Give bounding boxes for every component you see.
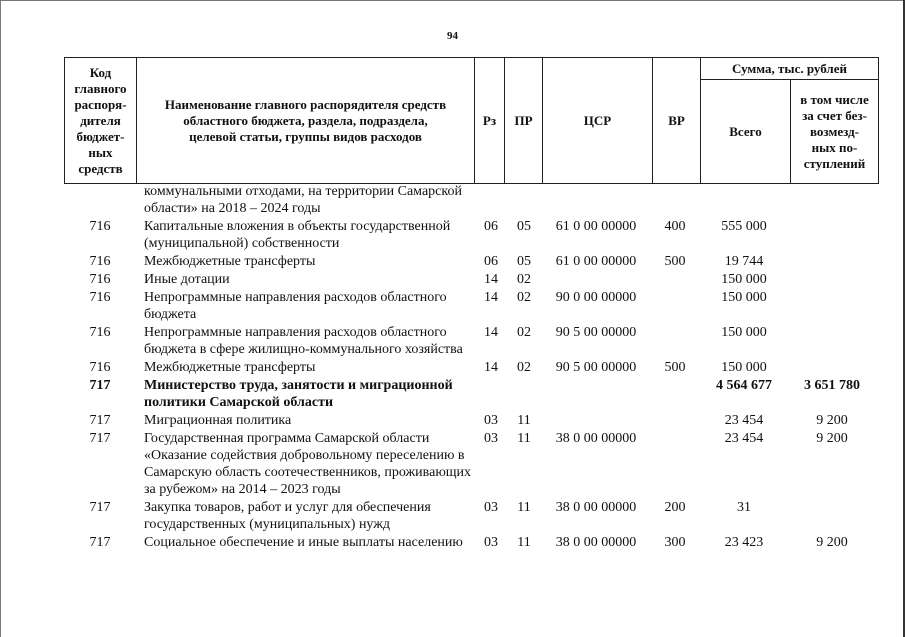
table-row [64,359,878,376]
header-csr: ЦСР [543,58,653,184]
cell-csr: 38 0 00 00000 [555,535,637,550]
cell-code: 716 [89,219,111,234]
cell-rz: 03 [484,413,498,428]
cell-vr: 500 [664,254,686,269]
header-name [137,58,475,184]
cell-total: 150 000 [721,272,767,287]
header-code-line: бюджет- [76,128,125,144]
cell-total: 150 000 [721,360,767,375]
header-name-line: Наименование главного распорядителя средств [164,96,447,112]
cell-rz: 06 [484,254,498,269]
cell-total: 31 [737,500,751,515]
cell-name: Социальное обеспечение и иные выплаты населению [144,535,463,550]
cell-name: Непрограммные направления расходов областного бюджета [144,290,447,322]
header-free-line: в том числе [800,91,869,107]
table-row [64,377,878,411]
cell-pr: 02 [517,290,531,305]
header-free-line: за счет без- [802,107,867,123]
cell-code: 716 [89,325,111,340]
page-border-left [0,0,1,637]
cell-code: 717 [89,378,111,393]
cell-pr: 05 [517,219,531,234]
cell-vr: 500 [664,360,686,375]
header-free-line: возмезд- [810,123,859,139]
cell-rz: 14 [484,325,498,340]
cell-code: 717 [89,431,111,446]
cell-code: 716 [89,290,111,305]
cell-pr: 05 [517,254,531,269]
cell-name: Миграционная политика [144,413,292,428]
cell-rz: 03 [484,431,498,446]
cell-pr: 02 [517,360,531,375]
cell-name: Иные дотации [144,272,230,287]
cell-total: 19 744 [724,254,764,269]
cell-code: 717 [89,413,111,428]
cell-code: 717 [89,500,111,515]
cell-rz: 06 [484,219,498,234]
cell-csr: 61 0 00 00000 [555,254,637,269]
page-border-top [0,0,905,1]
table-row [64,324,878,358]
header-code-line: Код [89,64,112,80]
cell-pr: 11 [517,500,531,515]
cell-csr: 38 0 00 00000 [555,431,637,446]
cell-free: 9 200 [816,535,848,550]
header-code-line: ных [88,144,113,160]
table-row [64,289,878,323]
cell-name: коммунальными отходами, на территории Самарской области» на 2018 – 2024 годы [144,184,462,216]
cell-free: 9 200 [816,413,848,428]
cell-code: 717 [89,535,111,550]
header-rz: Рз [475,58,505,184]
header-vr: ВР [653,58,701,184]
cell-total: 23 454 [724,431,764,446]
cell-rz: 03 [484,500,498,515]
cell-name: Межбюджетные трансферты [144,254,316,269]
header-free-line: ных по- [811,139,858,155]
table-row [64,218,878,252]
cell-name: Министерство труда, занятости и миграционной политики Самарской области [144,378,453,410]
cell-vr: 400 [664,219,686,234]
header-code-line: средств [78,160,123,176]
cell-code: 716 [89,360,111,375]
table-row [64,253,878,270]
cell-name: Межбюджетные трансферты [144,360,316,375]
cell-vr: 300 [664,535,686,550]
table-row [64,430,878,498]
table-row [64,271,878,288]
header-code-line: главного [74,80,127,96]
cell-name: Непрограммные направления расходов областного бюджета в сфере жилищно-коммунального хозяйства [144,325,463,357]
cell-csr: 90 0 00 00000 [555,290,637,305]
cell-pr: 02 [517,272,531,287]
cell-rz: 03 [484,535,498,550]
table-row [64,534,878,551]
header-code [65,58,137,184]
cell-name: Капитальные вложения в объекты государственной (муниципальной) собственности [144,219,451,251]
cell-pr: 02 [517,325,531,340]
header-name-line: областного бюджета, раздела, подраздела, [183,112,428,128]
cell-code: 716 [89,272,111,287]
header-sum: Сумма, тыс. рублей [701,58,879,80]
cell-total: 150 000 [721,290,767,305]
cell-free: 9 200 [816,431,848,446]
header-name-line: целевой статьи, группы видов расходов [189,128,422,144]
cell-code: 716 [89,254,111,269]
header-free [791,80,879,184]
header-code-line: распоря- [74,96,127,112]
header-pr: ПР [505,58,543,184]
cell-total: 23 454 [724,413,764,428]
cell-name: Государственная программа Самарской области «Оказание содействия добровольному переселению в Самарскую область соотечественников, проживающих за рубежом» на 2014 – 2023 годы [144,431,472,497]
table-row [64,183,878,217]
header-code-line: дителя [80,112,121,128]
page-number: 94 [447,30,458,42]
cell-csr: 90 5 00 00000 [555,325,637,340]
table-header [64,57,879,184]
cell-pr: 11 [517,431,531,446]
cell-name: Закупка товаров, работ и услуг для обеспечения государственных (муниципальных) нужд [144,500,431,532]
table-row [64,412,878,429]
header-free-line: ступлений [803,155,866,171]
cell-vr: 200 [664,500,686,515]
cell-rz: 14 [484,290,498,305]
table-body [64,183,878,551]
cell-total: 555 000 [721,219,767,234]
cell-total: 150 000 [721,325,767,340]
header-total: Всего [701,80,791,184]
cell-rz: 14 [484,272,498,287]
cell-total: 23 423 [724,535,764,550]
cell-csr: 61 0 00 00000 [555,219,637,234]
cell-free: 3 651 780 [804,378,860,393]
cell-rz: 14 [484,360,498,375]
table-row [64,499,878,533]
cell-csr: 38 0 00 00000 [555,500,637,515]
cell-pr: 11 [517,535,531,550]
cell-total: 4 564 677 [716,378,772,393]
cell-csr: 90 5 00 00000 [555,360,637,375]
cell-pr: 11 [517,413,531,428]
